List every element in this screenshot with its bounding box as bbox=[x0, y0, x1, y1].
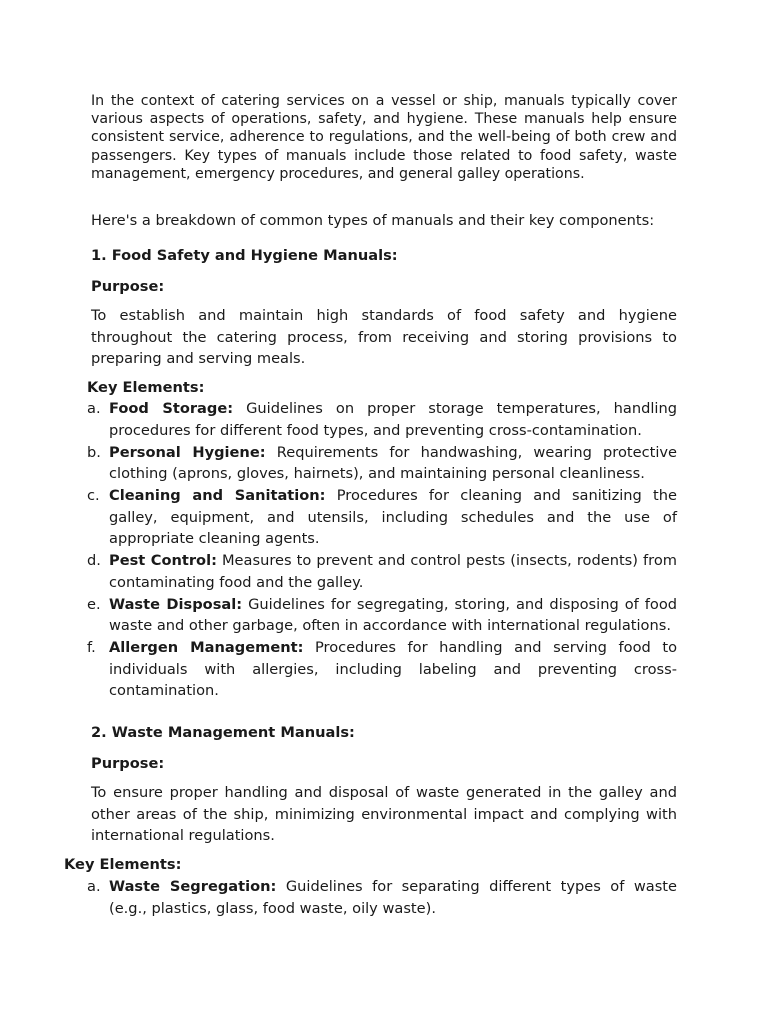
item-term: Cleaning and Sanitation: bbox=[109, 487, 326, 504]
item-text: Measures to prevent and control pests (insects, rodents) from contaminating food and the galley. bbox=[109, 552, 677, 591]
list-item bbox=[87, 876, 677, 919]
section2-purpose-text: To ensure proper handling and disposal of waste generated in the galley and other areas of the ship, minimizing environmental impact and complying with international regulations. bbox=[91, 784, 677, 844]
section1-key-elements-label: Key Elements: bbox=[87, 379, 205, 396]
item-term: Waste Disposal: bbox=[109, 595, 243, 613]
item-term: Pest Control: bbox=[109, 552, 217, 569]
item-text: Guidelines for segregating, storing, and disposing of food waste and other garbage, often in accordance with international regulations. bbox=[109, 595, 678, 634]
list-item bbox=[87, 485, 677, 550]
section1-key-elements-list bbox=[87, 398, 677, 702]
item-text: Guidelines for separating different types of waste (e.g., plastics, glass, food waste, oily waste). bbox=[109, 878, 678, 917]
section2-key-elements-list bbox=[87, 876, 677, 920]
item-text: Procedures for handling and serving food to individuals with allergies, including labeling and preventing cross-contamination. bbox=[109, 639, 678, 699]
list-marker: d. bbox=[87, 552, 101, 569]
list-marker: a. bbox=[87, 400, 101, 417]
section1-purpose-text: To establish and maintain high standards of food safety and hygiene throughout the catering process, from receiving and storing provisions to preparing and serving meals. bbox=[91, 307, 677, 367]
breakdown-sentence: Here's a breakdown of common types of manuals and their key components: bbox=[91, 212, 655, 229]
item-text: Guidelines on proper storage temperatures, handling procedures for different food types, and preventing cross-contamination. bbox=[109, 400, 677, 439]
list-marker: f. bbox=[87, 639, 96, 656]
section2-key-elements-label: Key Elements: bbox=[64, 856, 182, 873]
list-item bbox=[87, 550, 677, 593]
section1-purpose-label: Purpose: bbox=[91, 278, 165, 295]
list-item bbox=[87, 442, 677, 485]
item-text: Procedures for cleaning and sanitizing the galley, equipment, and utensils, including schedules and the use of appropriate cleaning agents. bbox=[109, 487, 677, 547]
list-item bbox=[87, 398, 677, 441]
item-term: Allergen Management: bbox=[109, 639, 304, 656]
list-marker: b. bbox=[87, 443, 101, 461]
section2-purpose-label: Purpose: bbox=[91, 755, 165, 772]
section2-heading: 2. Waste Management Manuals: bbox=[91, 724, 355, 741]
item-term: Personal Hygiene: bbox=[109, 443, 266, 461]
list-item bbox=[87, 594, 677, 637]
section1-heading: 1. Food Safety and Hygiene Manuals: bbox=[91, 247, 398, 264]
item-term: Waste Segregation: bbox=[109, 878, 277, 895]
list-marker: e. bbox=[87, 595, 101, 613]
list-marker: a. bbox=[87, 878, 101, 895]
list-item bbox=[87, 637, 677, 702]
item-text: Requirements for handwashing, wearing protective clothing (aprons, gloves, hairnets), and maintaining personal cleanliness. bbox=[109, 443, 677, 482]
item-term: Food Storage: bbox=[109, 400, 234, 417]
intro-paragraph: In the context of catering services on a vessel or ship, manuals typically cover various aspects of operations, safety, and hygiene. These manuals help ensure consistent service, adherence to regulations, and the well-being of both crew and passengers. Key types of manuals include those related to food safety, waste management, emergency procedures, and general galley operations. bbox=[91, 93, 677, 182]
list-marker: c. bbox=[87, 487, 100, 504]
